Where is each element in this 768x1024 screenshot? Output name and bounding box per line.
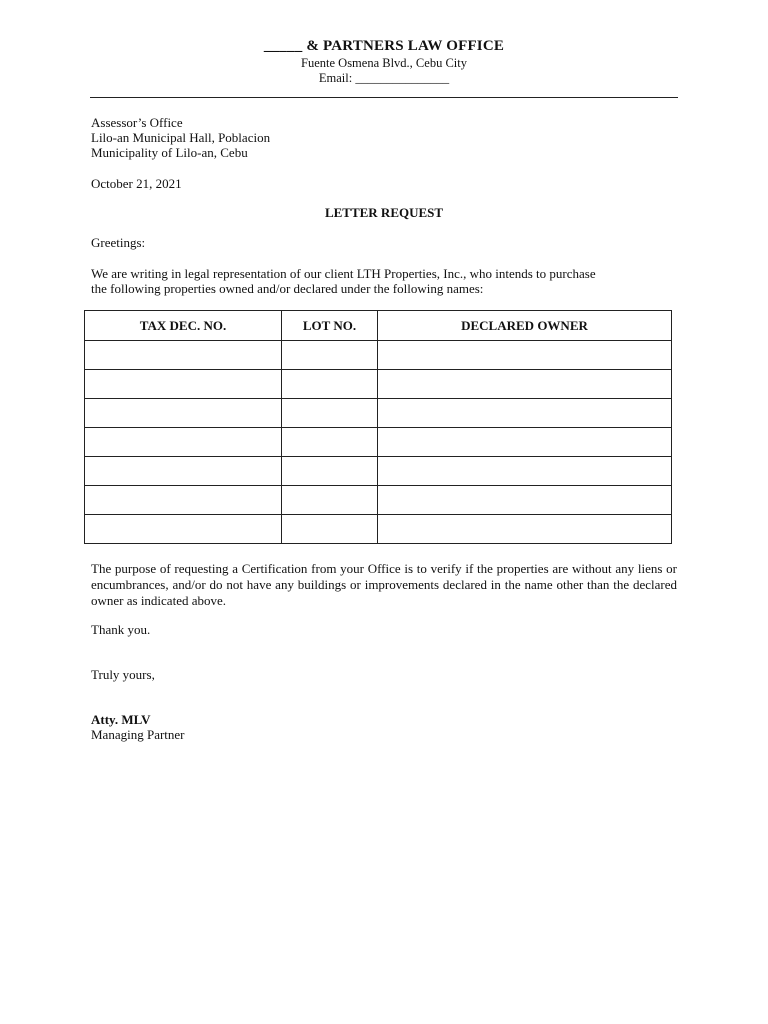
cell-lot-no (282, 428, 378, 457)
header-tax-dec-no: TAX DEC. NO. (85, 311, 282, 341)
cell-lot-no (282, 486, 378, 515)
properties-table (84, 310, 672, 544)
cell-tax-dec-no (85, 457, 282, 486)
header-lot-no: LOT NO. (282, 311, 378, 341)
firm-email: Email: _______________ (318, 71, 450, 85)
cell-lot-no (282, 341, 378, 370)
cell-tax-dec-no (85, 399, 282, 428)
cell-declared-owner (378, 370, 672, 399)
cell-lot-no (282, 457, 378, 486)
table-row (85, 486, 672, 515)
recipient-address: Lilo-an Municipal Hall, Poblacion (91, 130, 271, 145)
cell-declared-owner (378, 457, 672, 486)
table-row (85, 399, 672, 428)
intro-line-2: the following properties owned and/or declared under the following names: (91, 281, 484, 296)
table-row (85, 515, 672, 544)
signatory-name: Atty. MLV (91, 712, 151, 727)
firm-address: Fuente Osmena Blvd., Cebu City (301, 56, 467, 70)
thanks-line: Thank you. (91, 622, 151, 637)
table-row (85, 428, 672, 457)
cell-declared-owner (378, 341, 672, 370)
table-header-row (85, 311, 672, 341)
letterhead-divider (90, 97, 678, 98)
letter-date: October 21, 2021 (91, 176, 182, 191)
table-row (85, 370, 672, 399)
cell-declared-owner (378, 515, 672, 544)
cell-tax-dec-no (85, 341, 282, 370)
table-row (85, 341, 672, 370)
signatory-position: Managing Partner (91, 727, 185, 742)
table-row (85, 457, 672, 486)
firm-name: _____ & PARTNERS LAW OFFICE (263, 38, 505, 54)
cell-lot-no (282, 399, 378, 428)
cell-lot-no (282, 370, 378, 399)
header-declared-owner: DECLARED OWNER (378, 311, 672, 341)
cell-declared-owner (378, 428, 672, 457)
cell-tax-dec-no (85, 486, 282, 515)
recipient-office: Assessor’s Office (91, 115, 183, 130)
recipient-municipality: Municipality of Lilo-an, Cebu (91, 145, 248, 160)
cell-tax-dec-no (85, 370, 282, 399)
cell-declared-owner (378, 399, 672, 428)
cell-lot-no (282, 515, 378, 544)
cell-tax-dec-no (85, 515, 282, 544)
cell-declared-owner (378, 486, 672, 515)
letter-title: LETTER REQUEST (324, 205, 444, 220)
closing-line: Truly yours, (91, 667, 155, 682)
purpose-paragraph: The purpose of requesting a Certification from your Office is to verify if the properties are without any liens or encumbrances, and/or do not have any buildings or improvements declared in the name other than the declared owner as indicated above. (91, 561, 677, 608)
cell-tax-dec-no (85, 428, 282, 457)
greeting: Greetings: (91, 235, 146, 250)
intro-line-1: We are writing in legal representation of our client LTH Properties, Inc., who intends to purchase (91, 266, 596, 281)
